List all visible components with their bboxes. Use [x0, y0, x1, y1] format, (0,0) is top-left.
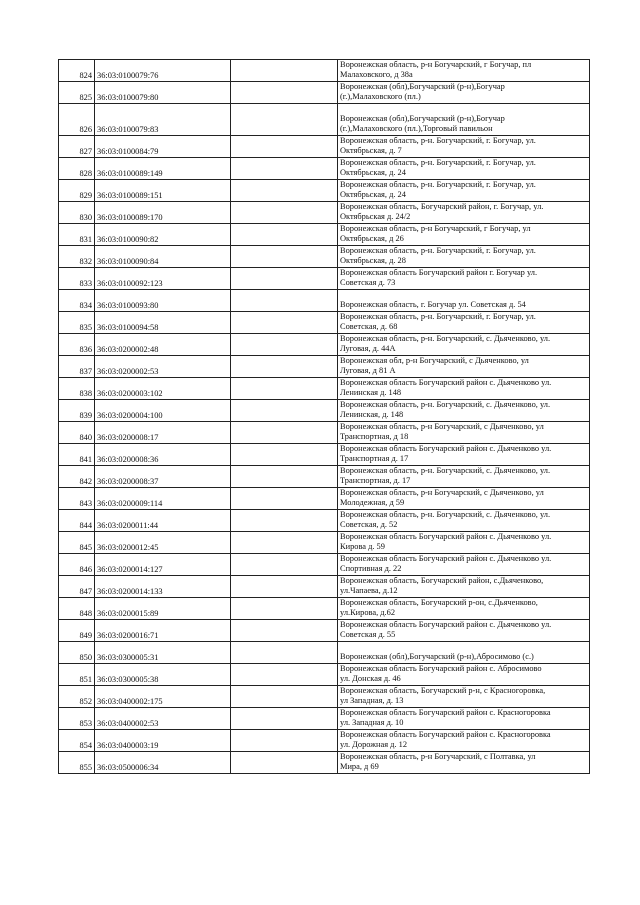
row-number-cell: 850 — [59, 642, 95, 664]
empty-cell — [231, 466, 338, 488]
table-row — [59, 158, 590, 180]
cadastral-number-cell: 36:03:0100089:151 — [95, 180, 231, 202]
address-cell: Воронежская область Богучарский район с. Красногоровка ул. Западная д. 10 — [338, 708, 590, 730]
table-row — [59, 290, 590, 312]
row-number-cell: 825 — [59, 82, 95, 104]
empty-cell — [231, 576, 338, 598]
row-number-cell: 840 — [59, 422, 95, 444]
cadastral-number-cell: 36:03:0200008:37 — [95, 466, 231, 488]
empty-cell — [231, 532, 338, 554]
row-number-cell: 832 — [59, 246, 95, 268]
row-number-cell: 844 — [59, 510, 95, 532]
cadastral-number-cell: 36:03:0500006:34 — [95, 752, 231, 774]
cadastral-number-cell: 36:03:0200002:48 — [95, 334, 231, 356]
cadastral-number-cell: 36:03:0400002:175 — [95, 686, 231, 708]
table-row — [59, 752, 590, 774]
table-row — [59, 576, 590, 598]
cadastral-number-cell: 36:03:0100079:83 — [95, 104, 231, 136]
table-row — [59, 180, 590, 202]
empty-cell — [231, 642, 338, 664]
cadastral-number-cell: 36:03:0200003:102 — [95, 378, 231, 400]
row-number-cell: 851 — [59, 664, 95, 686]
property-register-table — [58, 59, 590, 774]
row-number-cell: 826 — [59, 104, 95, 136]
cadastral-number-cell: 36:03:0200002:53 — [95, 356, 231, 378]
table-row — [59, 686, 590, 708]
address-cell: Воронежская область, Богучарский р-он, с.Дьяченково, ул.Кирова, д.62 — [338, 598, 590, 620]
address-cell: Воронежская область, р-н. Богучарский, с. Дьяченково, ул. Транспортная, д. 17 — [338, 466, 590, 488]
cadastral-number-cell: 36:03:0200016:71 — [95, 620, 231, 642]
empty-cell — [231, 312, 338, 334]
empty-cell — [231, 378, 338, 400]
empty-cell — [231, 400, 338, 422]
table-row — [59, 532, 590, 554]
empty-cell — [231, 158, 338, 180]
table-row — [59, 136, 590, 158]
cadastral-number-cell: 36:03:0400002:53 — [95, 708, 231, 730]
row-number-cell: 845 — [59, 532, 95, 554]
address-cell: Воронежская область Богучарский район г. Богучар ул. Советская д. 73 — [338, 268, 590, 290]
table-row — [59, 422, 590, 444]
row-number-cell: 835 — [59, 312, 95, 334]
cadastral-number-cell: 36:03:0100084:79 — [95, 136, 231, 158]
cadastral-number-cell: 36:03:0300005:38 — [95, 664, 231, 686]
row-number-cell: 846 — [59, 554, 95, 576]
table-row — [59, 378, 590, 400]
cadastral-number-cell: 36:03:0200014:127 — [95, 554, 231, 576]
empty-cell — [231, 752, 338, 774]
cadastral-number-cell: 36:03:0100092:123 — [95, 268, 231, 290]
empty-cell — [231, 82, 338, 104]
row-number-cell: 847 — [59, 576, 95, 598]
cadastral-number-cell: 36:03:0200008:36 — [95, 444, 231, 466]
empty-cell — [231, 686, 338, 708]
table-row — [59, 620, 590, 642]
cadastral-number-cell: 36:03:0200015:89 — [95, 598, 231, 620]
row-number-cell: 849 — [59, 620, 95, 642]
empty-cell — [231, 136, 338, 158]
table-row — [59, 466, 590, 488]
address-cell: Воронежская область, Богучарский район, с.Дьяченково, ул.Чапаева, д.12 — [338, 576, 590, 598]
empty-cell — [231, 664, 338, 686]
empty-cell — [231, 180, 338, 202]
address-cell: Воронежская область, р-н Богучарский, с Полтавка, ул Мира, д 69 — [338, 752, 590, 774]
cadastral-number-cell: 36:03:0300005:31 — [95, 642, 231, 664]
row-number-cell: 843 — [59, 488, 95, 510]
table-row — [59, 708, 590, 730]
table-row — [59, 246, 590, 268]
address-cell: Воронежская область, р-н. Богучарский, г. Богучар, ул. Октябрьская, д. 7 — [338, 136, 590, 158]
row-number-cell: 839 — [59, 400, 95, 422]
empty-cell — [231, 730, 338, 752]
cadastral-number-cell: 36:03:0100090:84 — [95, 246, 231, 268]
row-number-cell: 854 — [59, 730, 95, 752]
empty-cell — [231, 290, 338, 312]
address-cell: Воронежская область, Богучарский район, г. Богучар, ул. Октябрьская д. 24/2 — [338, 202, 590, 224]
table-row — [59, 598, 590, 620]
table-row — [59, 400, 590, 422]
address-cell: Воронежская область, Богучарский р-н, с Красногоровка, ул Западная, д. 13 — [338, 686, 590, 708]
row-number-cell: 830 — [59, 202, 95, 224]
table-row — [59, 356, 590, 378]
empty-cell — [231, 488, 338, 510]
table-row — [59, 444, 590, 466]
cadastral-number-cell: 36:03:0100090:82 — [95, 224, 231, 246]
cadastral-number-cell: 36:03:0100079:80 — [95, 82, 231, 104]
empty-cell — [231, 246, 338, 268]
address-cell: Воронежская область, р-н. Богучарский, г. Богучар, ул. Советская, д. 68 — [338, 312, 590, 334]
address-cell: Воронежская область Богучарский район с. Абросимово ул. Донская д. 46 — [338, 664, 590, 686]
address-cell: Воронежская область, р-н Богучарский, с Дьяченково, ул Молодежная, д 59 — [338, 488, 590, 510]
address-cell: Воронежская область Богучарский район с. Дьяченково ул. Ленинская д. 148 — [338, 378, 590, 400]
empty-cell — [231, 224, 338, 246]
table-row — [59, 554, 590, 576]
address-cell: Воронежская (обл),Богучарский (р-н),Абросимово (с.) — [338, 642, 590, 664]
address-cell: Воронежская область, р-н. Богучарский, г. Богучар, ул. Октябрьская, д. 24 — [338, 180, 590, 202]
empty-cell — [231, 268, 338, 290]
table-row — [59, 202, 590, 224]
cadastral-number-cell: 36:03:0200012:45 — [95, 532, 231, 554]
address-cell: Воронежская область, р-н. Богучарский, с. Дьяченково, ул. Советская, д. 52 — [338, 510, 590, 532]
empty-cell — [231, 554, 338, 576]
row-number-cell: 842 — [59, 466, 95, 488]
cadastral-number-cell: 36:03:0100093:80 — [95, 290, 231, 312]
cadastral-number-cell: 36:03:0100079:76 — [95, 60, 231, 82]
table-row — [59, 664, 590, 686]
table-row — [59, 268, 590, 290]
row-number-cell: 834 — [59, 290, 95, 312]
empty-cell — [231, 334, 338, 356]
table-row — [59, 488, 590, 510]
address-cell: Воронежская область, р-н. Богучарский, с. Дьяченково, ул. Ленинская, д. 148 — [338, 400, 590, 422]
address-cell: Воронежская (обл),Богучарский (р-н),Богучар (г.),Малаховского (пл.),Торговый павильон — [338, 104, 590, 136]
table-row — [59, 730, 590, 752]
address-cell: Воронежская обл, р-н Богучарский, с Дьяченково, ул Луговая, д 81 А — [338, 356, 590, 378]
empty-cell — [231, 444, 338, 466]
table-row — [59, 642, 590, 664]
table-row — [59, 82, 590, 104]
row-number-cell: 833 — [59, 268, 95, 290]
empty-cell — [231, 104, 338, 136]
cadastral-number-cell: 36:03:0100089:149 — [95, 158, 231, 180]
cadastral-number-cell: 36:03:0200004:100 — [95, 400, 231, 422]
row-number-cell: 852 — [59, 686, 95, 708]
address-cell: Воронежская область, р-н Богучарский, г Богучар, ул Октябрьская, д 26 — [338, 224, 590, 246]
table-row — [59, 510, 590, 532]
empty-cell — [231, 708, 338, 730]
row-number-cell: 836 — [59, 334, 95, 356]
row-number-cell: 855 — [59, 752, 95, 774]
row-number-cell: 841 — [59, 444, 95, 466]
cadastral-number-cell: 36:03:0200011:44 — [95, 510, 231, 532]
address-cell: Воронежская область Богучарский район с. Красногоровка ул. Дорожная д. 12 — [338, 730, 590, 752]
empty-cell — [231, 202, 338, 224]
row-number-cell: 824 — [59, 60, 95, 82]
row-number-cell: 837 — [59, 356, 95, 378]
row-number-cell: 829 — [59, 180, 95, 202]
address-cell: Воронежская область Богучарский район с. Дьяченково ул. Кирова д. 59 — [338, 532, 590, 554]
table-row — [59, 104, 590, 136]
cadastral-number-cell: 36:03:0200009:114 — [95, 488, 231, 510]
address-cell: Воронежская область, р-н Богучарский, с Дьяченково, ул Транспортная, д 18 — [338, 422, 590, 444]
row-number-cell: 831 — [59, 224, 95, 246]
address-cell: Воронежская область, р-н. Богучарский, г. Богучар, ул. Октябрьская, д. 24 — [338, 158, 590, 180]
table-row — [59, 312, 590, 334]
row-number-cell: 827 — [59, 136, 95, 158]
cadastral-number-cell: 36:03:0100094:58 — [95, 312, 231, 334]
table-row — [59, 224, 590, 246]
address-cell: Воронежская (обл),Богучарский (р-н),Богучар (г.),Малаховского (пл.) — [338, 82, 590, 104]
address-cell: Воронежская область, г. Богучар ул. Советская д. 54 — [338, 290, 590, 312]
address-cell: Воронежская область Богучарский район с. Дьяченково ул. Советская д. 55 — [338, 620, 590, 642]
row-number-cell: 838 — [59, 378, 95, 400]
empty-cell — [231, 422, 338, 444]
register-body — [59, 60, 590, 774]
empty-cell — [231, 620, 338, 642]
address-cell: Воронежская область, р-н Богучарский, г Богучар, пл Малаховского, д 38а — [338, 60, 590, 82]
address-cell: Воронежская область Богучарский район с. Дьяченково ул. Транспортная д. 17 — [338, 444, 590, 466]
cadastral-number-cell: 36:03:0200008:17 — [95, 422, 231, 444]
cadastral-number-cell: 36:03:0200014:133 — [95, 576, 231, 598]
cadastral-number-cell: 36:03:0400003:19 — [95, 730, 231, 752]
table-row — [59, 334, 590, 356]
empty-cell — [231, 356, 338, 378]
table-row — [59, 60, 590, 82]
empty-cell — [231, 60, 338, 82]
empty-cell — [231, 598, 338, 620]
cadastral-number-cell: 36:03:0100089:170 — [95, 202, 231, 224]
row-number-cell: 828 — [59, 158, 95, 180]
empty-cell — [231, 510, 338, 532]
row-number-cell: 848 — [59, 598, 95, 620]
row-number-cell: 853 — [59, 708, 95, 730]
address-cell: Воронежская область, р-н. Богучарский, с. Дьяченково, ул. Луговая, д. 44А — [338, 334, 590, 356]
address-cell: Воронежская область Богучарский район с. Дьяченково ул. Спортивная д. 22 — [338, 554, 590, 576]
address-cell: Воронежская область, р-н. Богучарский, г. Богучар, ул. Октябрьская, д. 28 — [338, 246, 590, 268]
